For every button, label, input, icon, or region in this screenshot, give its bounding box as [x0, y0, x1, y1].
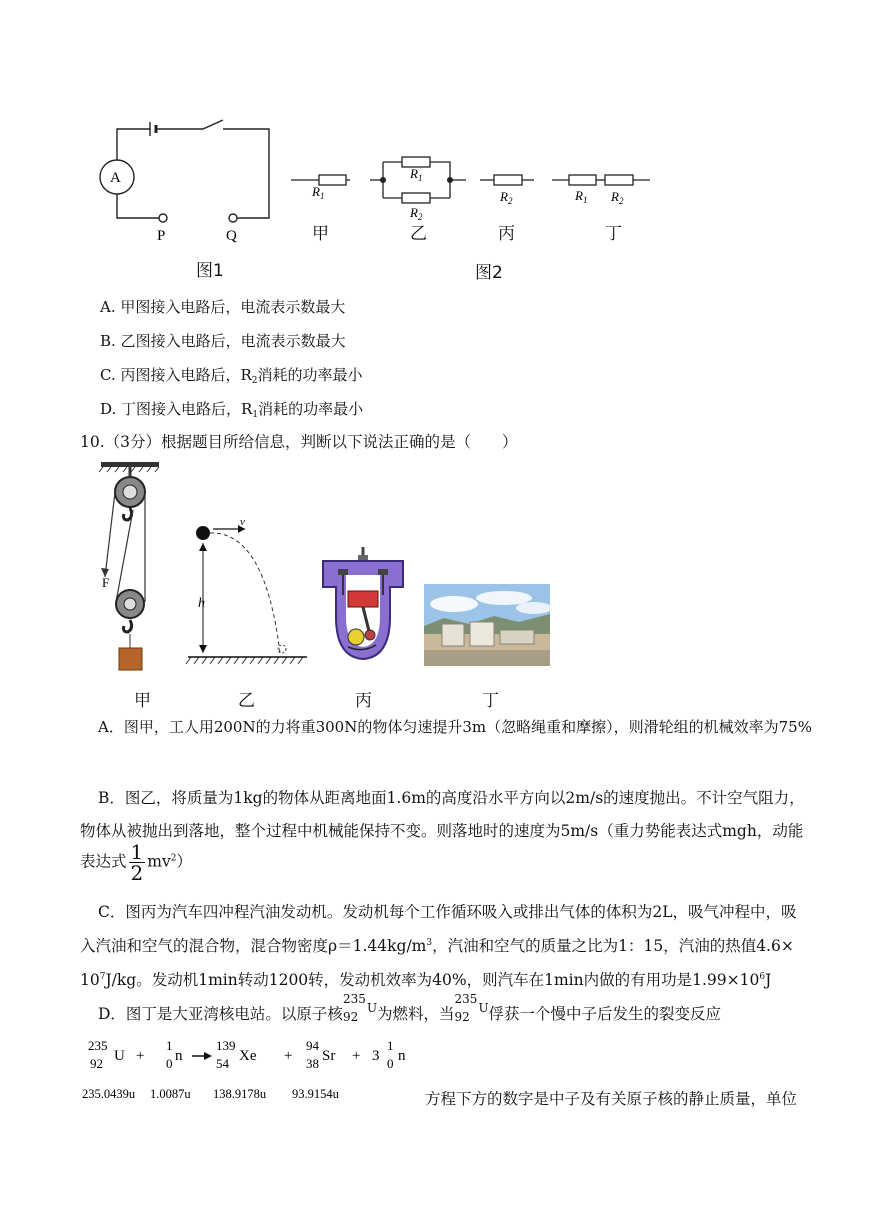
figure-1-circuit: [95, 115, 285, 250]
nuclide-u235: 235 92 U: [454, 992, 489, 1024]
svg-text:93.9154u: 93.9154u: [292, 1087, 339, 1101]
svg-text:235: 235: [88, 1038, 108, 1053]
svg-text:+: +: [136, 1048, 145, 1064]
svg-text:v: v: [240, 516, 245, 528]
q10-option-b-line3: 表达式 $\frac{1}{2}$ $mv^2$）: [80, 840, 192, 885]
fig2-label-bing: 丙: [498, 224, 515, 244]
q10-option-c-line3: $10^7J/kg$。发动机1min转动1200转，发动机效率为40%，则汽车在1min内做的有用功是$1.99\times 10^6J$: [80, 971, 772, 989]
svg-text:n: n: [398, 1048, 406, 1064]
svg-text:U: U: [114, 1048, 125, 1064]
svg-text:94: 94: [306, 1038, 319, 1053]
svg-text:1: 1: [387, 1038, 394, 1053]
terminal-p-label: P: [157, 228, 166, 244]
svg-text:R1: $R_1$: [312, 184, 325, 201]
svg-text:3: 3: [372, 1048, 380, 1064]
ammeter-label: A: [110, 170, 121, 186]
svg-text:139: 139: [216, 1038, 236, 1053]
q10-option-d: D．图丁是大亚湾核电站。以原子核 235 92 U 为燃料，当 235 92 U 俘获一个慢中子后发生的裂变反应: [98, 992, 721, 1024]
q10-fig-label-bing: 丙: [355, 691, 372, 711]
svg-text:R2: $R_2$: [611, 189, 624, 206]
svg-text:Xe: Xe: [239, 1048, 257, 1064]
svg-text:n: n: [175, 1048, 183, 1064]
svg-text:+: +: [284, 1048, 293, 1064]
q10-option-c-line2: 入汽油和空气的混合物，混合物密度$\rho=1.44kg/m^3$，汽油和空气的质量之比为1：15，汽油的热值4.6×: [80, 937, 794, 955]
svg-text:R2: $R_2$: [410, 205, 423, 222]
q10-fig-label-ding: 丁: [482, 691, 499, 711]
figure-projectile: [185, 515, 310, 665]
q10-option-c-line1: C．图丙为汽车四冲程汽油发动机。发动机每个工作循环吸入或排出气体的体积为2L，吸气冲程中，吸: [98, 903, 797, 921]
svg-text:R1: $R_1$: [575, 188, 588, 205]
q9-option-a: A. 甲图接入电路后，电流表示数最大: [100, 298, 346, 316]
svg-text:Sr: Sr: [322, 1048, 336, 1064]
q9-option-b: B. 乙图接入电路后，电流表示数最大: [100, 332, 346, 350]
svg-text:92: 92: [90, 1056, 103, 1071]
fig2-label-yi: 乙: [410, 224, 427, 244]
figure-engine: [318, 547, 408, 667]
q10-stem: 10.（3分）根据题目所给信息，判断以下说法正确的是（ ）: [80, 433, 518, 451]
q9-option-d: D. 丁图接入电路后，$R_1$消耗的功率最小: [100, 400, 364, 420]
q10-option-d-tail: 方程下方的数字是中子及有关原子核的静止质量，单位: [425, 1090, 798, 1108]
svg-text:0: 0: [387, 1056, 394, 1071]
q10-fig-label-jia: 甲: [134, 691, 151, 711]
fig2-label-jia: 甲: [312, 224, 329, 244]
q10-fig-label-yi: 乙: [238, 691, 255, 711]
svg-text:138.9178u: 138.9178u: [213, 1087, 267, 1101]
nuclide-u235: 235 92 U: [342, 992, 378, 1024]
figure-power-plant-photo: [424, 584, 550, 666]
q10-option-b-line1: B．图乙，将质量为1kg的物体从距离地面1.6m的高度沿水平方向以2m/s的速度抛出。不计空气阻力，: [98, 789, 805, 807]
q10-option-b-line2: 物体从被抛出到落地，整个过程中机械能保持不变。则落地时的速度为5m/s（重力势能表达式mgh，动能: [80, 822, 804, 840]
svg-text:38: 38: [306, 1056, 319, 1071]
svg-text:1: 1: [166, 1038, 173, 1053]
fission-reaction-equation: [80, 1036, 425, 1108]
svg-text:54: 54: [216, 1056, 229, 1071]
svg-text:R2: $R_2$: [500, 189, 513, 206]
fig2-label-ding: 丁: [605, 224, 622, 244]
q9-option-c: C. 丙图接入电路后，$R_2$消耗的功率最小: [100, 366, 363, 386]
terminal-q-label: Q: [226, 228, 237, 244]
svg-text:1.0087u: 1.0087u: [150, 1087, 191, 1101]
figure-pulley: [95, 462, 165, 672]
svg-text:+: +: [352, 1048, 361, 1064]
svg-text:F: F: [102, 575, 110, 590]
figure-2-caption: 图2: [475, 263, 503, 283]
svg-text:0: 0: [166, 1056, 173, 1071]
figure-2-resistors: [288, 148, 658, 243]
svg-text:R1: $R_1$: [410, 166, 423, 183]
q10-option-a: A．图甲，工人用200N的力将重300N的物体匀速提升3m（忽略绳重和摩擦），则滑轮组的机械效率为75%: [98, 718, 812, 736]
svg-text:235.0439u: 235.0439u: [82, 1087, 136, 1101]
figure-1-caption: 图1: [196, 261, 224, 281]
fraction-half: $\frac{1}{2}$: [130, 840, 144, 885]
svg-text:h: h: [198, 596, 205, 611]
